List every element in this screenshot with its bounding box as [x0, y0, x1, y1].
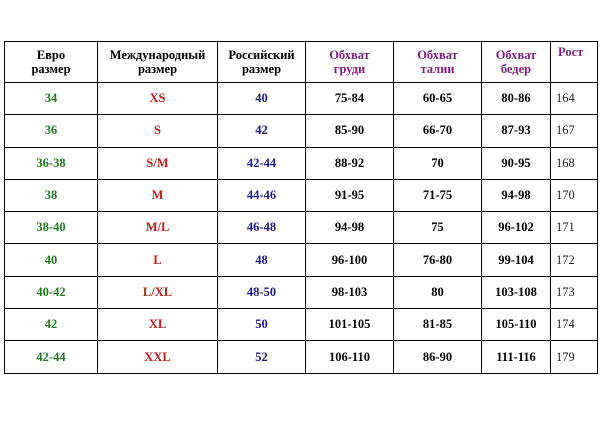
header-russian-size: Российский размер — [218, 42, 306, 83]
size-chart-table — [4, 41, 598, 374]
table-row — [5, 83, 598, 115]
russian-size-cell: 48 — [218, 244, 306, 276]
euro-size-cell: 38-40 — [5, 212, 98, 244]
header-international-size: Международный размер — [98, 42, 218, 83]
russian-size-cell: 50 — [218, 309, 306, 341]
waist-cell: 71-75 — [394, 179, 482, 211]
header-chest: Обхват груди — [306, 42, 394, 83]
header-waist: Обхват талии — [394, 42, 482, 83]
chest-cell: 75-84 — [306, 83, 394, 115]
header-height: Рост — [551, 42, 598, 83]
table-row — [5, 179, 598, 211]
height-cell: 172 — [551, 244, 598, 276]
table-row — [5, 212, 598, 244]
hips-cell: 96-102 — [482, 212, 551, 244]
hips-cell: 105-110 — [482, 309, 551, 341]
euro-size-cell: 40-42 — [5, 276, 98, 308]
waist-cell: 66-70 — [394, 115, 482, 147]
chest-cell: 101-105 — [306, 309, 394, 341]
chest-cell: 88-92 — [306, 147, 394, 179]
euro-size-cell: 36-38 — [5, 147, 98, 179]
height-cell: 164 — [551, 83, 598, 115]
hips-cell: 87-93 — [482, 115, 551, 147]
height-cell: 173 — [551, 276, 598, 308]
russian-size-cell: 52 — [218, 341, 306, 373]
height-cell: 171 — [551, 212, 598, 244]
header-hips: Обхват бедер — [482, 42, 551, 83]
hips-cell: 111-116 — [482, 341, 551, 373]
euro-size-cell: 34 — [5, 83, 98, 115]
international-size-cell: S — [98, 115, 218, 147]
chest-cell: 98-103 — [306, 276, 394, 308]
table-row — [5, 309, 598, 341]
international-size-cell: M/L — [98, 212, 218, 244]
height-cell: 168 — [551, 147, 598, 179]
table-row — [5, 341, 598, 373]
chest-cell: 94-98 — [306, 212, 394, 244]
international-size-cell: L/XL — [98, 276, 218, 308]
table-row — [5, 147, 598, 179]
waist-cell: 76-80 — [394, 244, 482, 276]
international-size-cell: M — [98, 179, 218, 211]
russian-size-cell: 46-48 — [218, 212, 306, 244]
russian-size-cell: 48-50 — [218, 276, 306, 308]
euro-size-cell: 36 — [5, 115, 98, 147]
international-size-cell: XL — [98, 309, 218, 341]
chest-cell: 85-90 — [306, 115, 394, 147]
hips-cell: 99-104 — [482, 244, 551, 276]
euro-size-cell: 40 — [5, 244, 98, 276]
international-size-cell: XXL — [98, 341, 218, 373]
chest-cell: 91-95 — [306, 179, 394, 211]
height-cell: 170 — [551, 179, 598, 211]
russian-size-cell: 42-44 — [218, 147, 306, 179]
waist-cell: 81-85 — [394, 309, 482, 341]
table-row — [5, 276, 598, 308]
height-cell: 167 — [551, 115, 598, 147]
waist-cell: 60-65 — [394, 83, 482, 115]
hips-cell: 103-108 — [482, 276, 551, 308]
euro-size-cell: 38 — [5, 179, 98, 211]
waist-cell: 70 — [394, 147, 482, 179]
international-size-cell: S/M — [98, 147, 218, 179]
table-row — [5, 244, 598, 276]
euro-size-cell: 42-44 — [5, 341, 98, 373]
header-row — [5, 42, 598, 83]
hips-cell: 90-95 — [482, 147, 551, 179]
chest-cell: 106-110 — [306, 341, 394, 373]
header-euro-size: Евро размер — [5, 42, 98, 83]
height-cell: 174 — [551, 309, 598, 341]
euro-size-cell: 42 — [5, 309, 98, 341]
waist-cell: 86-90 — [394, 341, 482, 373]
height-cell: 179 — [551, 341, 598, 373]
international-size-cell: XS — [98, 83, 218, 115]
international-size-cell: L — [98, 244, 218, 276]
russian-size-cell: 40 — [218, 83, 306, 115]
russian-size-cell: 42 — [218, 115, 306, 147]
hips-cell: 94-98 — [482, 179, 551, 211]
table-body — [5, 83, 598, 374]
table-row — [5, 115, 598, 147]
waist-cell: 80 — [394, 276, 482, 308]
russian-size-cell: 44-46 — [218, 179, 306, 211]
chest-cell: 96-100 — [306, 244, 394, 276]
waist-cell: 75 — [394, 212, 482, 244]
hips-cell: 80-86 — [482, 83, 551, 115]
